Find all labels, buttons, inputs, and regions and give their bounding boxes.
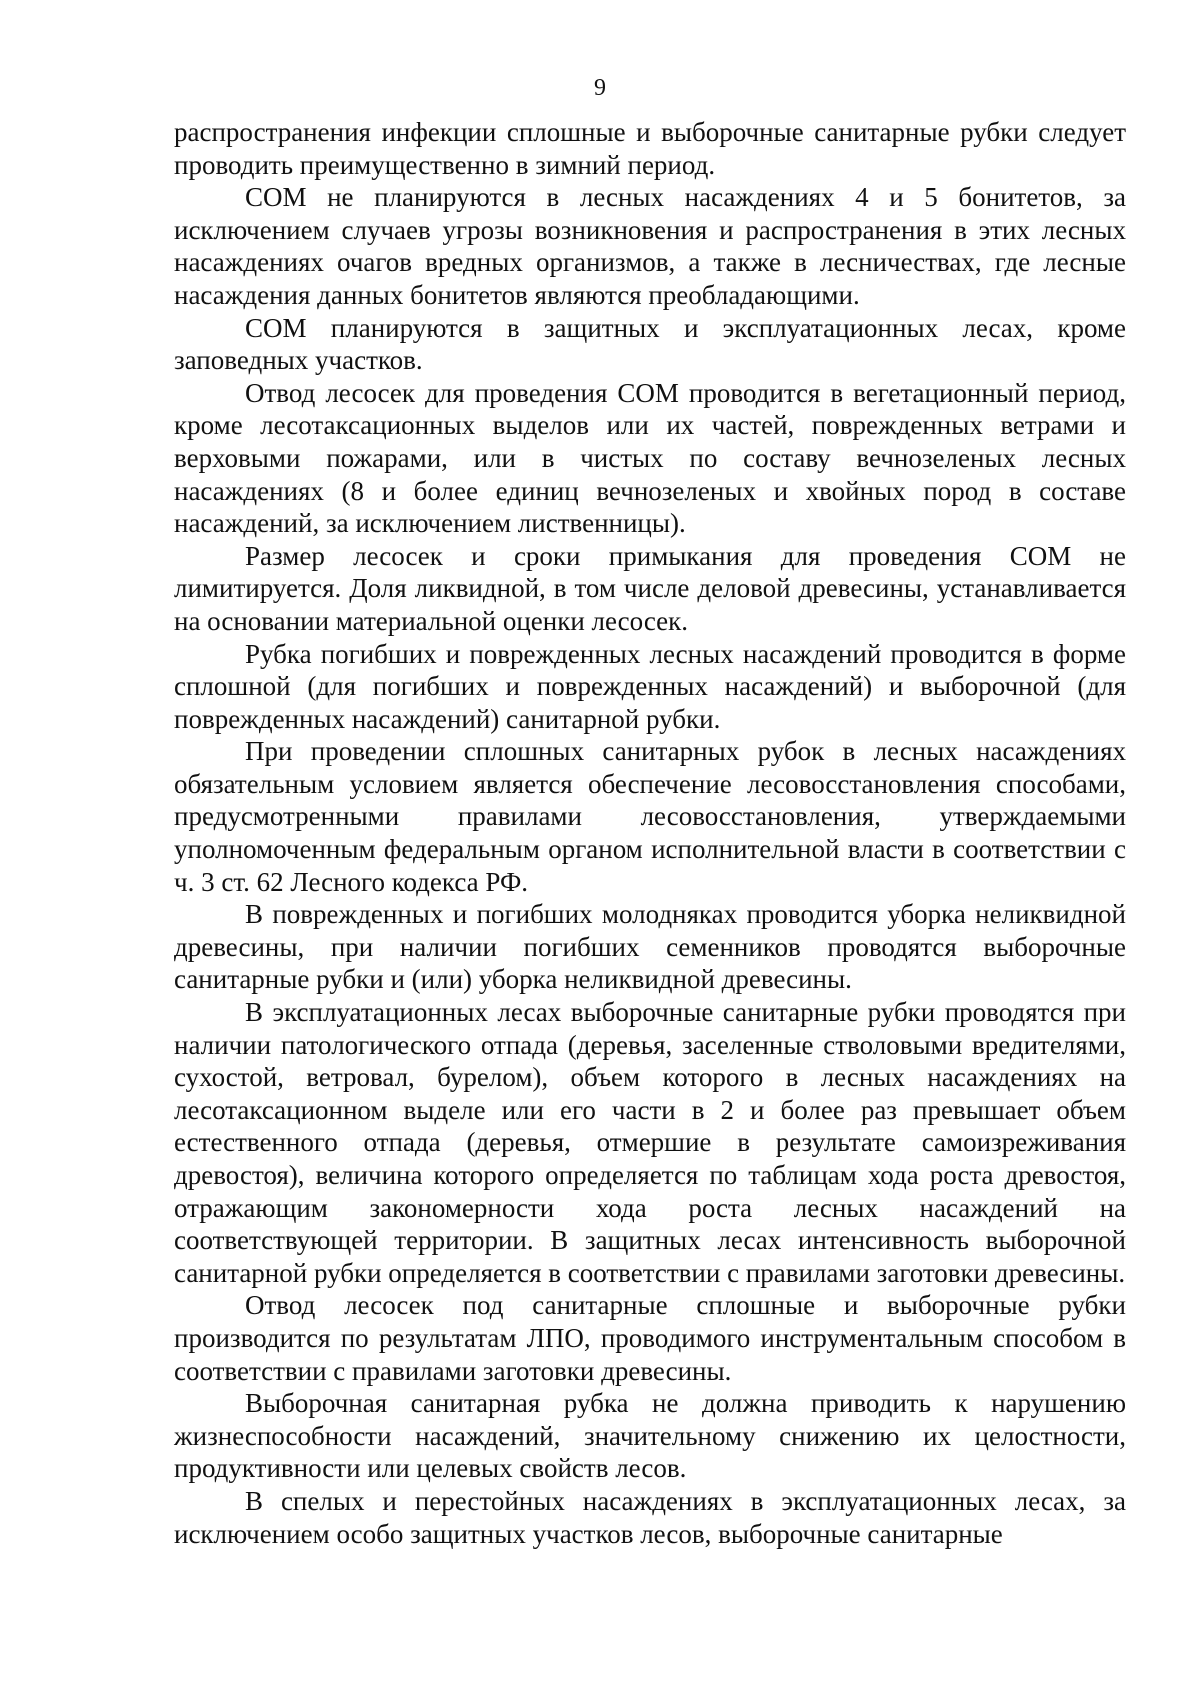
paragraph: В эксплуатационных лесах выборочные санитарные рубки проводятся при наличии патологического отпада (деревья, заселенные стволовыми вредителями, сухостой, ветровал, бурелом), объем которого в лесных насаждениях на лесотаксационном выделе или его части в 2 и более раз превышает объем естественного отпада (деревья, отмершие в результате самоизреживания древостоя), величина которого определяется по таблицам хода роста древостоя, отражающим закономерности хода роста лесных насаждений на соответствующей территории. В защитных лесах интенсивность выборочной санитарной рубки определяется в соответствии с правилами заготовки древесины. <box>174 997 1126 1288</box>
paragraph: В поврежденных и погибших молодняках проводится уборка неликвидной древесины, при наличии погибших семенников проводятся выборочные санитарные рубки и (или) уборка неликвидной древесины. <box>174 899 1126 995</box>
paragraph: Отвод лесосек для проведения СОМ проводится в вегетационный период, кроме лесотаксационных выделов или их частей, поврежденных ветрами и верховыми пожарами, или в чистых по составу вечнозеленых лесных насаждениях (8 и более единиц вечнозеленых и хвойных пород в составе насаждений, за исключением лиственницы). <box>174 377 1126 539</box>
paragraph: При проведении сплошных санитарных рубок в лесных насаждениях обязательным условием является обеспечение лесовосстановления способами, предусмотренными правилами лесовосстановления, утверждаемыми уполномоченным федеральным органом исполнительной власти в соответствии с ч. 3 ст. 62 Лесного кодекса РФ. <box>174 736 1126 897</box>
paragraph: Размер лесосек и сроки примыкания для проведения СОМ не лимитируется. Доля ликвидной, в том числе деловой древесины, устанавливается на основании материальной оценки лесосек. <box>174 540 1126 636</box>
paragraph: СОМ не планируются в лесных насаждениях 4 и 5 бонитетов, за исключением случаев угрозы возникновения и распространения в этих лесных насаждениях очагов вредных организмов, а также в лесничествах, где лесные насаждения данных бонитетов являются преобладающими. <box>174 182 1126 310</box>
paragraph: Выборочная санитарная рубка не должна приводить к нарушению жизнеспособности насаждений, значительному снижению их целостности, продуктивности или целевых свойств лесов. <box>174 1388 1126 1484</box>
page-number: 9 <box>594 75 606 101</box>
paragraph: распространения инфекции сплошные и выборочные санитарные рубки следует проводить преимущественно в зимний период. <box>174 117 1126 180</box>
paragraph: Рубка погибших и поврежденных лесных насаждений проводится в форме сплошной (для погибших и поврежденных насаждений) и выборочной (для поврежденных насаждений) санитарной рубки. <box>174 638 1126 734</box>
paragraph: В спелых и перестойных насаждениях в эксплуатационных лесах, за исключением особо защитных участков лесов, выборочные санитарные <box>174 1485 1126 1549</box>
paragraph: СОМ планируются в защитных и эксплуатационных лесах, кроме заповедных участков. <box>174 312 1126 376</box>
paragraph: Отвод лесосек под санитарные сплошные и выборочные рубки производится по результатам ЛПО, проводимого инструментальным способом в соответствии с правилами заготовки древесины. <box>174 1290 1126 1386</box>
document-body <box>174 116 1126 1550</box>
